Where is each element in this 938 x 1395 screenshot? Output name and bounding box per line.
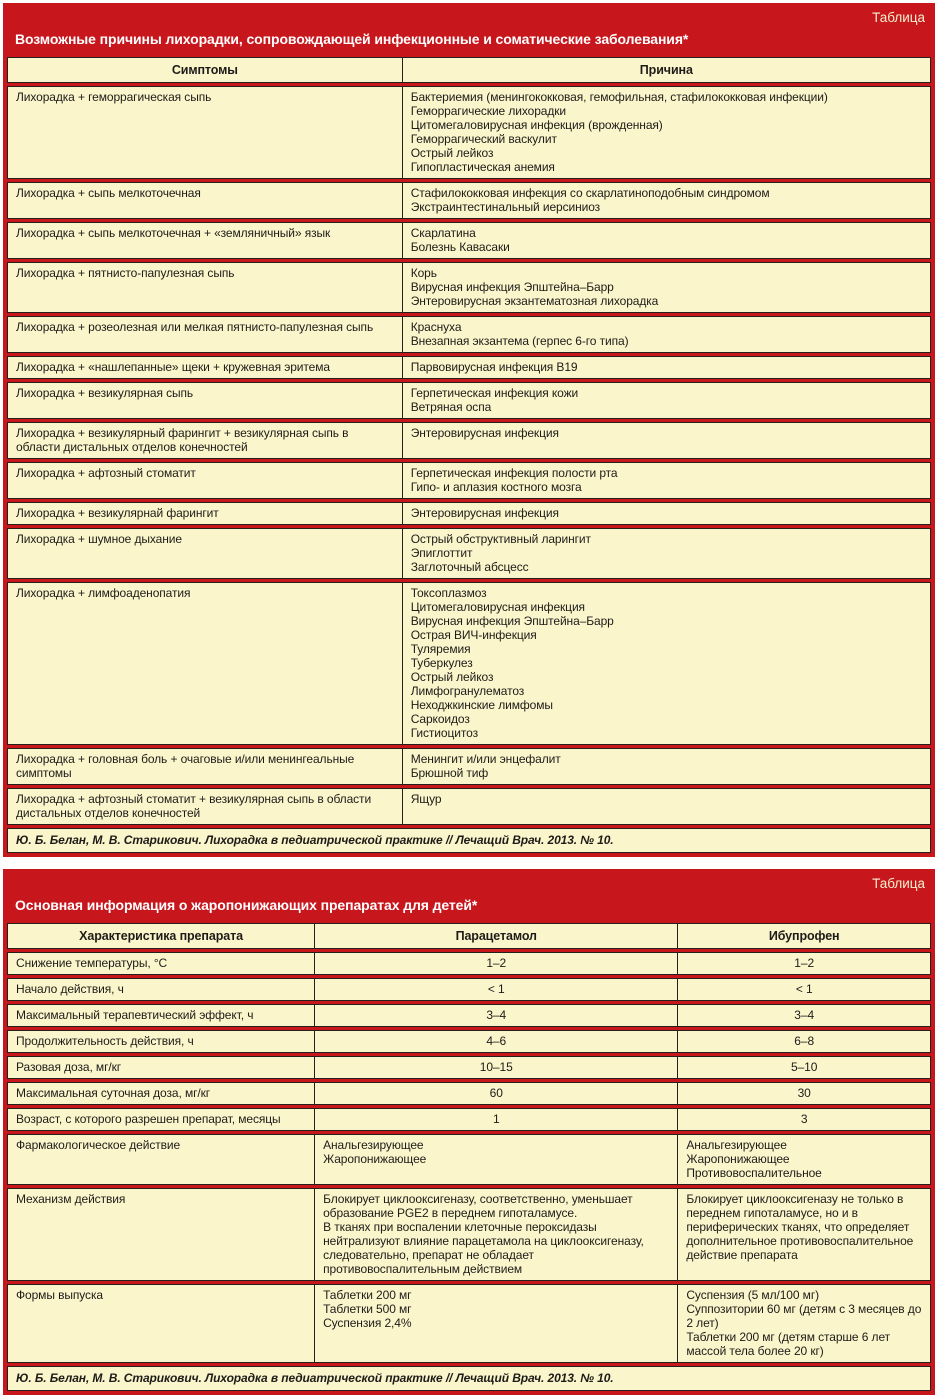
cause-line: Краснуха (410, 320, 462, 334)
ibuprofen-line: 3 (800, 1112, 808, 1126)
characteristic-cell: Механизм действия (16, 1192, 126, 1206)
table2-row (7, 1082, 931, 1105)
ibuprofen-line: 1–2 (794, 956, 815, 970)
symptom-cell: Лихорадка + везикулярный фарингит + везикулярная сыпь в области дистальных отделов конечностей (16, 426, 349, 454)
paracetamol-line: В тканях при воспалении клеточные пероксидазы нейтрализуют влияние парацетамола на циклооксигеназу, следовательно, препарат не обладает противовоспалительным действием (323, 1220, 644, 1276)
paracetamol-line: 10–15 (479, 1060, 513, 1074)
ibuprofen-line: < 1 (795, 982, 813, 996)
symptom-cell: Лихорадка + лимфоаденопатия (16, 586, 191, 600)
ibuprofen-line: 30 (797, 1086, 811, 1100)
ibuprofen-cell (677, 1285, 930, 1362)
paracetamol-cell (314, 1083, 677, 1104)
cause-line: Цитомегаловирусная инфекция (врожденная) (410, 118, 663, 132)
antipyretics-table (3, 869, 935, 1395)
table1-column-header-symptoms: Симптомы (171, 63, 238, 77)
paracetamol-line: 4–6 (486, 1034, 507, 1048)
cause-line: Брюшной тиф (410, 766, 489, 780)
paracetamol-line: 3–4 (486, 1008, 507, 1022)
cause-line: Герпетическая инфекция кожи (410, 386, 579, 400)
table1-row (7, 316, 931, 353)
table1-row (7, 788, 931, 825)
table1-row (7, 86, 931, 179)
paracetamol-cell (314, 1005, 677, 1026)
cause-line: Внезапная экзантема (герпес 6-го типа) (410, 334, 629, 348)
cause-line: Герпетическая инфекция полости рта (410, 466, 618, 480)
table1-row (7, 748, 931, 785)
table2-header (7, 869, 931, 923)
cause-line: Острый лейкоз (410, 146, 494, 160)
paracetamol-cell (314, 1189, 677, 1280)
ibuprofen-cell (677, 1083, 930, 1104)
cause-line: Корь (410, 266, 437, 280)
paracetamol-line: < 1 (487, 982, 505, 996)
characteristic-cell: Снижение температуры, °С (16, 956, 168, 970)
symptom-cell: Лихорадка + «нашлепанные» щеки + кружевная эритема (16, 360, 330, 374)
symptom-cell: Лихорадка + пятнисто-папулезная сыпь (16, 266, 235, 280)
cause-line: Гипопластическая анемия (410, 160, 555, 174)
cause-line: Экстраинтестинальный иерсиниоз (410, 200, 601, 214)
symptom-cell: Лихорадка + розеолезная или мелкая пятнисто-папулезная сыпь (16, 320, 374, 334)
cause-line: Неходжкинские лимфомы (410, 698, 553, 712)
cause-line: Энтеровирусная инфекция (410, 426, 559, 440)
paracetamol-cell (314, 1135, 677, 1184)
symptom-cell: Лихорадка + сыпь мелкоточечная (16, 186, 201, 200)
cause-line: Острый лейкоз (410, 670, 494, 684)
characteristic-cell: Возраст, с которого разрешен препарат, месяцы (16, 1112, 281, 1126)
table2-citation: Ю. Б. Белан, М. В. Старикович. Лихорадка в педиатрической практике // Лечащий Врач. 2013. № 10. (16, 1371, 614, 1385)
cause-cell (402, 87, 930, 178)
cause-line: Ящур (410, 792, 442, 806)
cause-line: Гипо- и аплазия костного мозга (410, 480, 582, 494)
symptom-cell: Лихорадка + головная боль + очаговые и/или менингеальные симптомы (16, 752, 355, 780)
characteristic-cell: Максимальный терапевтический эффект, ч (16, 1008, 254, 1022)
table2-column-header-paracetamol: Парацетамол (314, 924, 677, 948)
table2-title: Основная информация о жаропонижающих препаратах для детей* (15, 897, 478, 913)
ibuprofen-line: 6–8 (794, 1034, 815, 1048)
symptom-cell: Лихорадка + сыпь мелкоточечная + «земляничный» язык (16, 226, 331, 240)
fever-causes-table (3, 3, 935, 857)
page (0, 3, 938, 1395)
cause-cell (402, 423, 930, 458)
paracetamol-cell (314, 1057, 677, 1078)
cause-line: Заглоточный абсцесс (410, 560, 529, 574)
characteristic-cell: Фармакологическое действие (16, 1138, 181, 1152)
table2-grid (7, 923, 931, 1363)
characteristic-cell: Максимальная суточная доза, мг/кг (16, 1086, 211, 1100)
ibuprofen-line: 3–4 (794, 1008, 815, 1022)
cause-line: Ветряная оспа (410, 400, 492, 414)
ibuprofen-line: 5–10 (791, 1060, 818, 1074)
table1-row (7, 222, 931, 259)
ibuprofen-line: Блокирует циклооксигеназу не только в переднем гипоталамусе, но и в периферических тканях, что определяет дополнительное противовоспалительное действие препарата (686, 1192, 914, 1262)
cause-line: Геморрагический васкулит (410, 132, 557, 146)
cause-line: Энтеровирусная экзантематозная лихорадка (410, 294, 659, 308)
cause-line: Острая ВИЧ-инфекция (410, 628, 537, 642)
cause-line: Болезнь Кавасаки (410, 240, 510, 254)
table1-row (7, 262, 931, 313)
ibuprofen-cell (677, 1057, 930, 1078)
table1-row (7, 528, 931, 579)
table2-row (7, 1004, 931, 1027)
cause-line: Эпиглоттит (410, 546, 473, 560)
table1-header (7, 3, 931, 57)
table2-row (7, 1284, 931, 1363)
paracetamol-cell (314, 1109, 677, 1130)
characteristic-cell: Начало действия, ч (16, 982, 124, 996)
ibuprofen-cell (677, 1005, 930, 1026)
table1-column-header-cause: Причина (402, 58, 930, 82)
paracetamol-line: 1–2 (486, 956, 507, 970)
paracetamol-cell (314, 1285, 677, 1362)
characteristic-cell: Разовая доза, мг/кг (16, 1060, 122, 1074)
cause-line: Скарлатина (410, 226, 476, 240)
paracetamol-line: 60 (489, 1086, 503, 1100)
table2-row (7, 1188, 931, 1281)
ibuprofen-cell (677, 1109, 930, 1130)
table1-footer-row (7, 828, 931, 853)
cause-line: Парвовирусная инфекция В19 (410, 360, 578, 374)
table1-row (7, 582, 931, 745)
table1-row (7, 502, 931, 525)
paracetamol-line: Блокирует циклооксигеназу, соответственно, уменьшает образование PGE2 в переднем гипоталамусе. (323, 1192, 633, 1220)
table2-row (7, 1134, 931, 1185)
paracetamol-cell (314, 953, 677, 974)
cause-cell (402, 789, 930, 824)
cause-cell (402, 583, 930, 744)
symptom-cell: Лихорадка + везикулярная сыпь (16, 386, 194, 400)
cause-cell (402, 383, 930, 418)
cause-cell (402, 463, 930, 498)
cause-line: Гистиоцитоз (410, 726, 478, 740)
paracetamol-line: Анальгезирующее (323, 1138, 424, 1152)
cause-cell (402, 317, 930, 352)
table2-column-header-row (7, 923, 931, 949)
table1-citation: Ю. Б. Белан, М. В. Старикович. Лихорадка в педиатрической практике // Лечащий Врач. 2013. № 10. (16, 833, 614, 847)
cause-line: Цитомегаловирусная инфекция (410, 600, 585, 614)
table2-footer-row (7, 1366, 931, 1391)
cause-line: Вирусная инфекция Эпштейна–Барр (410, 280, 614, 294)
cause-cell (402, 357, 930, 378)
symptom-cell: Лихорадка + афтозный стоматит (16, 466, 196, 480)
cause-line: Стафилококковая инфекция со скарлатиноподобным синдромом (410, 186, 770, 200)
symptom-cell: Лихорадка + везикулярнай фарингит (16, 506, 219, 520)
ibuprofen-line: Таблетки 200 мг (детям старше 6 лет массой тела более 20 кг) (686, 1330, 891, 1358)
paracetamol-line: Суспензия 2,4% (323, 1316, 412, 1330)
cause-cell (402, 183, 930, 218)
characteristic-cell: Продолжительность действия, ч (16, 1034, 194, 1048)
table1-grid (7, 57, 931, 825)
cause-cell (402, 749, 930, 784)
table1-column-header-row (7, 57, 931, 83)
cause-line: Острый обструктивный ларингит (410, 532, 591, 546)
cause-cell (402, 529, 930, 578)
cause-line: Менингит и/или энцефалит (410, 752, 561, 766)
cause-line: Вирусная инфекция Эпштейна–Барр (410, 614, 614, 628)
table2-column-header-characteristic: Характеристика препарата (79, 929, 243, 943)
symptom-cell: Лихорадка + шумное дыхание (16, 532, 182, 546)
cause-line: Геморрагические лихорадки (410, 104, 567, 118)
table1-row (7, 422, 931, 459)
ibuprofen-cell (677, 1135, 930, 1184)
paracetamol-line: Жаропонижающее (323, 1152, 427, 1166)
characteristic-cell: Формы выпуска (16, 1288, 103, 1302)
table1-corner-label: Таблица (872, 10, 925, 25)
ibuprofen-cell (677, 953, 930, 974)
ibuprofen-cell (677, 1189, 930, 1280)
paracetamol-cell (314, 1031, 677, 1052)
ibuprofen-line: Противовоспалительное (686, 1166, 822, 1180)
ibuprofen-line: Суспензия (5 мл/100 мг) (686, 1288, 819, 1302)
table2-row (7, 1056, 931, 1079)
ibuprofen-cell (677, 1031, 930, 1052)
cause-cell (402, 263, 930, 312)
cause-cell (402, 503, 930, 524)
table2-corner-label: Таблица (872, 876, 925, 891)
table1-row (7, 462, 931, 499)
cause-line: Токсоплазмоз (410, 586, 487, 600)
cause-cell (402, 223, 930, 258)
symptom-cell: Лихорадка + афтозный стоматит + везикулярная сыпь в области дистальных отделов конечностей (16, 792, 372, 820)
table1-title: Возможные причины лихорадки, сопровождающей инфекционные и соматические заболевания* (15, 31, 689, 47)
table2-row (7, 978, 931, 1001)
table1-row (7, 182, 931, 219)
ibuprofen-line: Суппозитории 60 мг (детям с 3 месяцев до 2 лет) (686, 1302, 922, 1330)
cause-line: Саркоидоз (410, 712, 470, 726)
ibuprofen-line: Анальгезирующее (686, 1138, 787, 1152)
paracetamol-line: 1 (492, 1112, 500, 1126)
symptom-cell: Лихорадка + геморрагическая сыпь (16, 90, 212, 104)
cause-line: Бактериемия (менингококковая, гемофильная, стафилококковая инфекции) (410, 90, 828, 104)
cause-line: Туляремия (410, 642, 471, 656)
ibuprofen-cell (677, 979, 930, 1000)
paracetamol-cell (314, 979, 677, 1000)
table2-row (7, 952, 931, 975)
cause-line: Туберкулез (410, 656, 473, 670)
paracetamol-line: Таблетки 200 мг (323, 1288, 412, 1302)
table2-row (7, 1030, 931, 1053)
table2-row (7, 1108, 931, 1131)
table1-row (7, 356, 931, 379)
paracetamol-line: Таблетки 500 мг (323, 1302, 412, 1316)
cause-line: Энтеровирусная инфекция (410, 506, 559, 520)
ibuprofen-line: Жаропонижающее (686, 1152, 790, 1166)
cause-line: Лимфогранулематоз (410, 684, 525, 698)
table1-row (7, 382, 931, 419)
table2-column-header-ibuprofen: Ибупрофен (677, 924, 930, 948)
